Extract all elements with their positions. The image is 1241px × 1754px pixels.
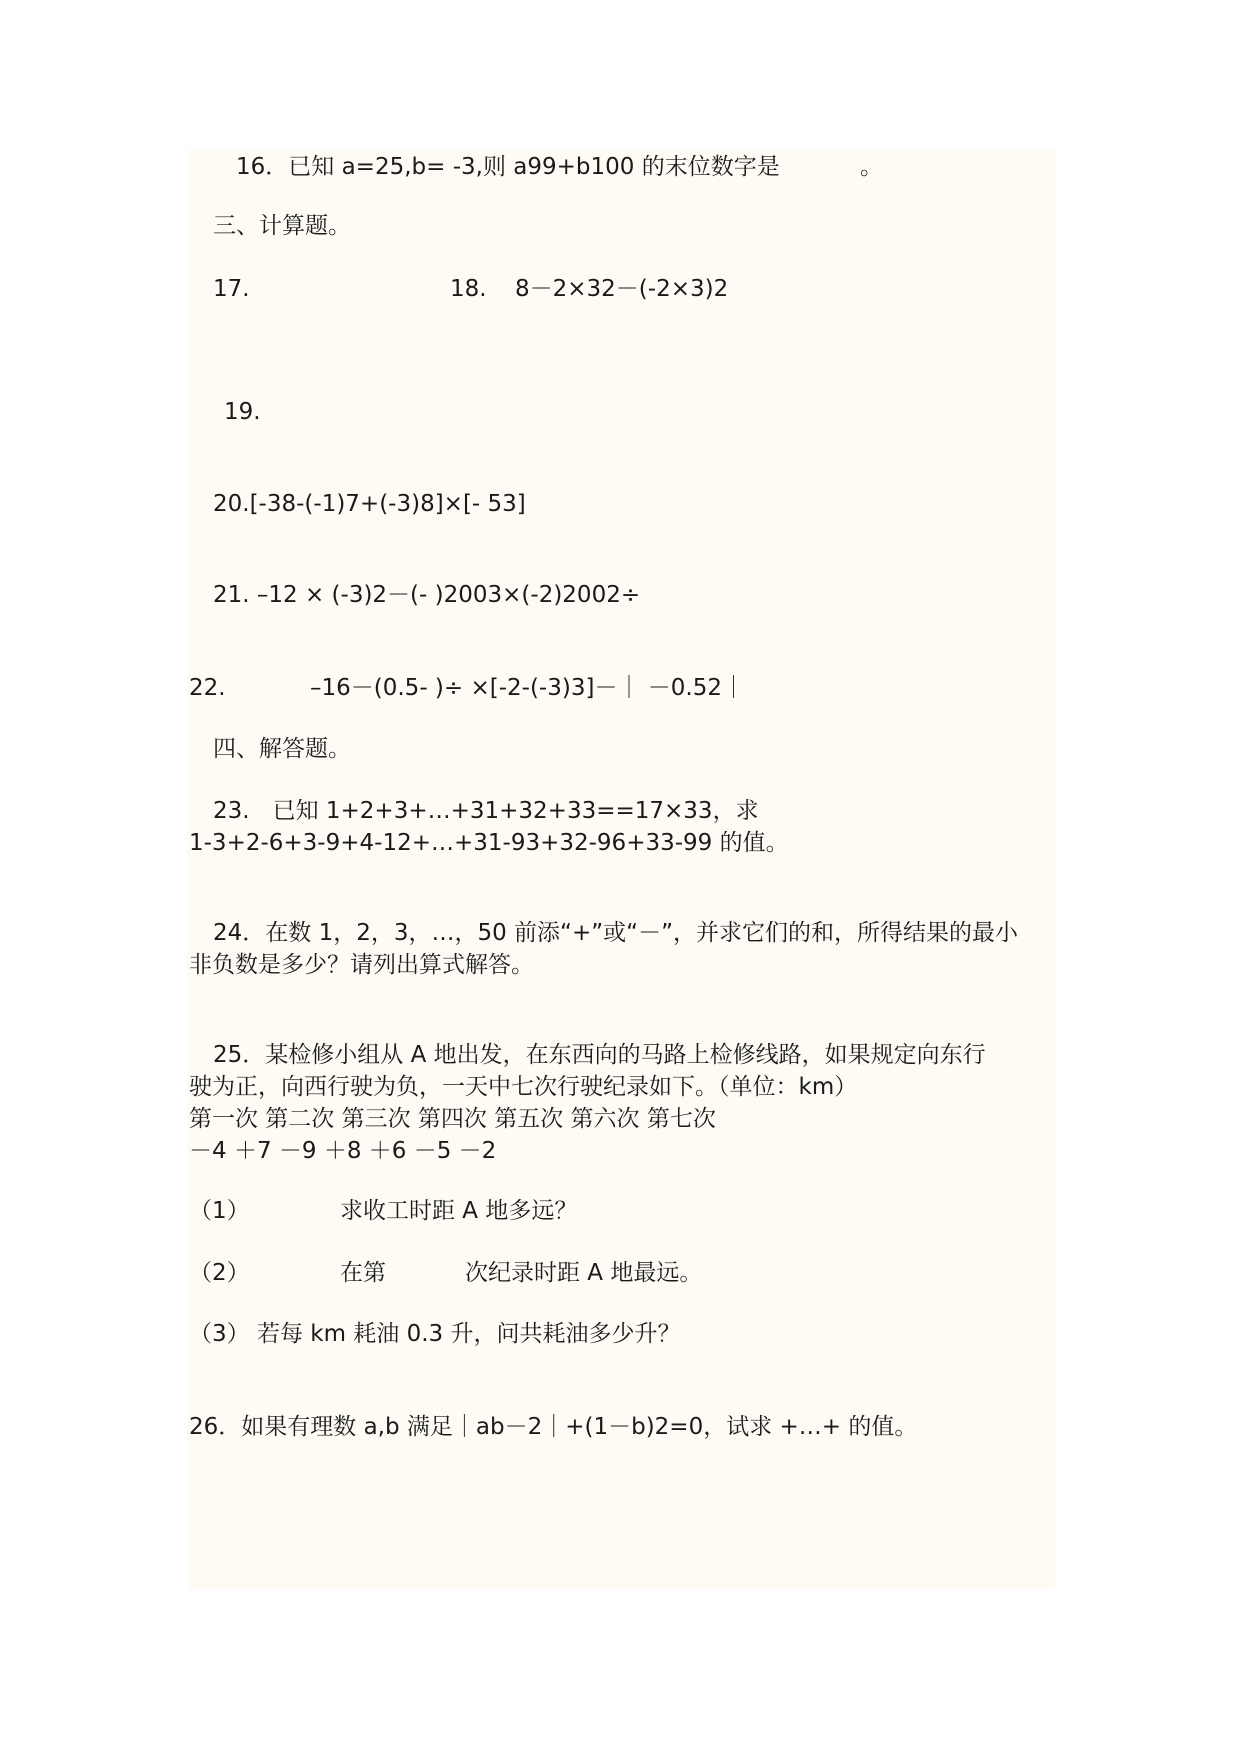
section-4-heading: 四、解答题。: [213, 736, 351, 762]
question-25-part-2-text-a: 在第: [340, 1260, 386, 1286]
question-24-line-2: 非负数是多少？请列出算式解答。: [189, 952, 534, 978]
question-26: 26．如果有理数 a,b 满足｜ab－2｜+(1－b)2=0，试求 +…+ 的值。: [189, 1414, 918, 1440]
question-23-line-1: 23. 已知 1+2+3+…+31+32+33==17×33，求: [213, 798, 759, 824]
question-25-trip-values: －4 ＋7 －9 ＋8 ＋6 －5 －2: [189, 1138, 497, 1164]
section-3-heading: 三、计算题。: [213, 213, 351, 239]
question-25-part-3: （3） 若每 km 耗油 0.3 升，问共耗油多少升？: [189, 1321, 681, 1347]
worksheet-page: [187, 150, 1055, 1590]
question-25-part-2-text-b: 次纪录时距 A 地最远。: [465, 1260, 703, 1286]
question-19-number: 19.: [224, 399, 261, 425]
question-21: 21. –12 × (-3)2－(- )2003×(-2)2002÷: [213, 582, 641, 608]
question-23-line-2: 1-3+2-6+3-9+4-12+…+31-93+32-96+33-99 的值。: [189, 830, 789, 856]
question-20: 20.[-38-(-1)7+(-3)8]×[- 53]: [213, 491, 526, 517]
question-22-expression: –16－(0.5- )÷ ×[-2-(-3)3]－｜ －0.52｜: [310, 675, 745, 701]
question-25-line-1: 25．某检修小组从 A 地出发，在东西向的马路上检修线路，如果规定向东行: [213, 1042, 986, 1068]
question-25-trip-labels: 第一次 第二次 第三次 第四次 第五次 第六次 第七次: [189, 1106, 716, 1132]
question-25-part-1-text: 求收工时距 A 地多远？: [340, 1198, 578, 1224]
question-18-number: 18.: [450, 276, 487, 302]
question-22-number: 22.: [189, 675, 226, 701]
question-17-number: 17.: [213, 276, 250, 302]
question-24-line-1: 24．在数 1，2，3，…，50 前添“+”或“－”，并求它们的和，所得结果的最小: [213, 920, 1018, 946]
question-25-part-1-number: （1）: [189, 1198, 250, 1224]
question-18-expression: 8－2×32－(-2×3)2: [515, 276, 729, 302]
question-25-line-2: 驶为正，向西行驶为负，一天中七次行驶纪录如下。（单位：km）: [189, 1074, 858, 1100]
question-16-blank-end: 。: [860, 154, 883, 180]
question-16: 16．已知 a=25,b= -3,则 a99+b100 的末位数字是: [236, 154, 780, 180]
question-25-part-2-number: （2）: [189, 1260, 250, 1286]
